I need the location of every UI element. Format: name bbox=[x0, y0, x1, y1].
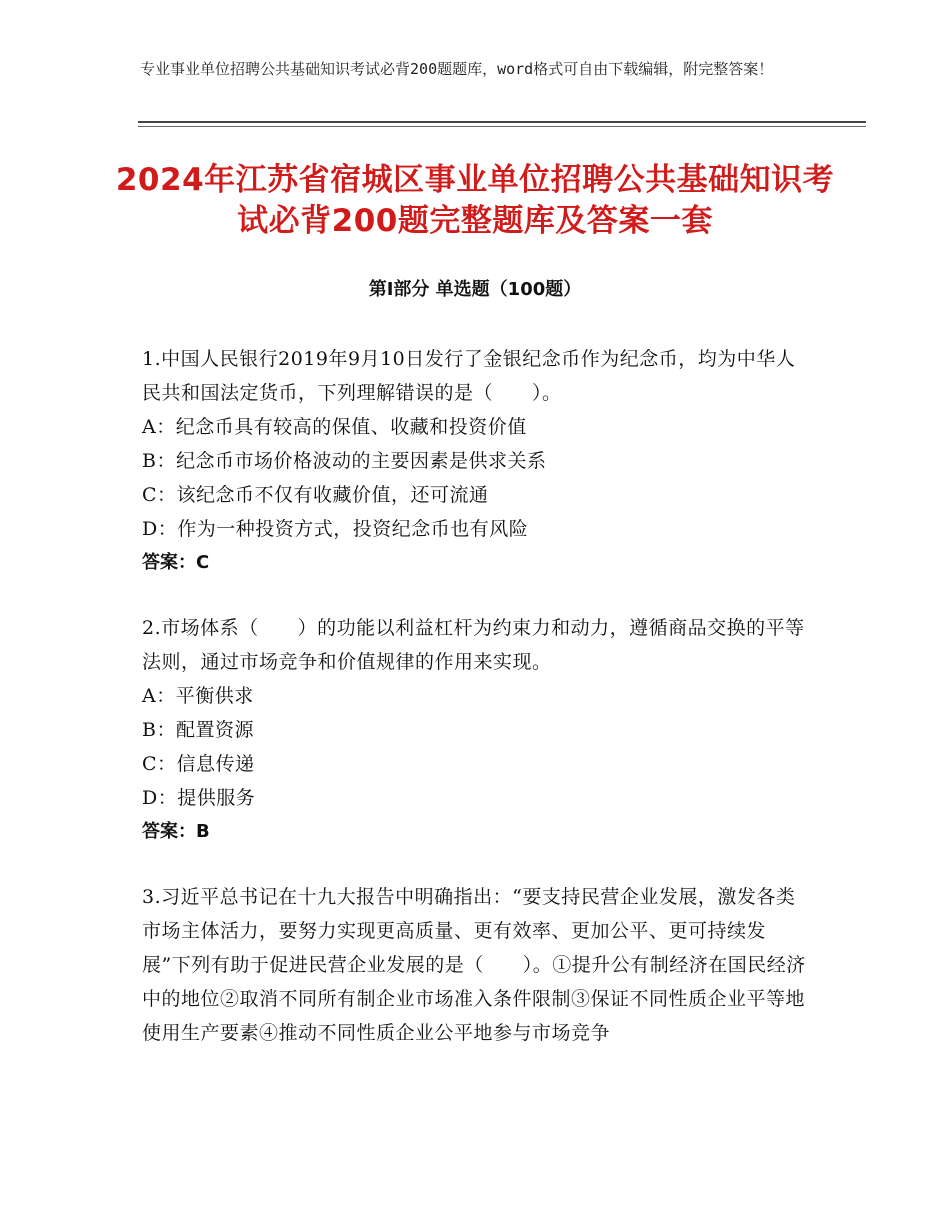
header-note: 专业事业单位招聘公共基础知识考试必背200题题库，word格式可自由下载编辑，附完整答案！ bbox=[140, 60, 774, 78]
option-d: D：作为一种投资方式，投资纪念币也有风险 bbox=[142, 518, 529, 540]
question-1 bbox=[142, 342, 812, 580]
option-a: A：平衡供求 bbox=[142, 685, 254, 707]
question-2 bbox=[142, 611, 812, 849]
question-list bbox=[142, 342, 812, 1081]
section-title: 第Ⅰ部分 单选题（100题） bbox=[368, 279, 582, 300]
answer: 答案：C bbox=[142, 552, 210, 573]
option-c: C：该纪念币不仅有收藏价值，还可流通 bbox=[142, 484, 489, 506]
header-divider-thick bbox=[138, 121, 866, 123]
option-b: B：纪念币市场价格波动的主要因素是供求关系 bbox=[142, 450, 547, 472]
option-a: A：纪念币具有较高的保值、收藏和投资价值 bbox=[142, 416, 527, 438]
question-stem: 2.市场体系（ ）的功能以利益杠杆为约束力和动力，遵循商品交换的平等法则，通过市场竞争和价值规律的作用来实现。 bbox=[142, 617, 805, 673]
option-d: D：提供服务 bbox=[142, 787, 256, 809]
option-c: C：信息传递 bbox=[142, 753, 255, 775]
option-b: B：配置资源 bbox=[142, 719, 254, 741]
document-title: 2024年江苏省宿城区事业单位招聘公共基础知识考试必背200题完整题库及答案一套 bbox=[115, 162, 835, 239]
question-stem: 3.习近平总书记在十九大报告中明确指出：“要支持民营企业发展，激发各类市场主体活力，要努力实现更高质量、更有效率、更加公平、更可持续发展”下列有助于促进民营企业发展的是（ ）。①提升公有制经济在国民经济中的地位②取消不同所有制企业市场准入条件限制③保证不同性质企业平等地使用生产要素④推动不同性质企业公平地参与市场竞争 bbox=[142, 886, 806, 1044]
question-3 bbox=[142, 880, 812, 1050]
answer: 答案：B bbox=[142, 821, 210, 842]
header-divider-thin bbox=[138, 126, 866, 127]
question-stem: 1.中国人民银行2019年9月10日发行了金银纪念币作为纪念币，均为中华人民共和国法定货币，下列理解错误的是（ ）。 bbox=[142, 348, 796, 404]
